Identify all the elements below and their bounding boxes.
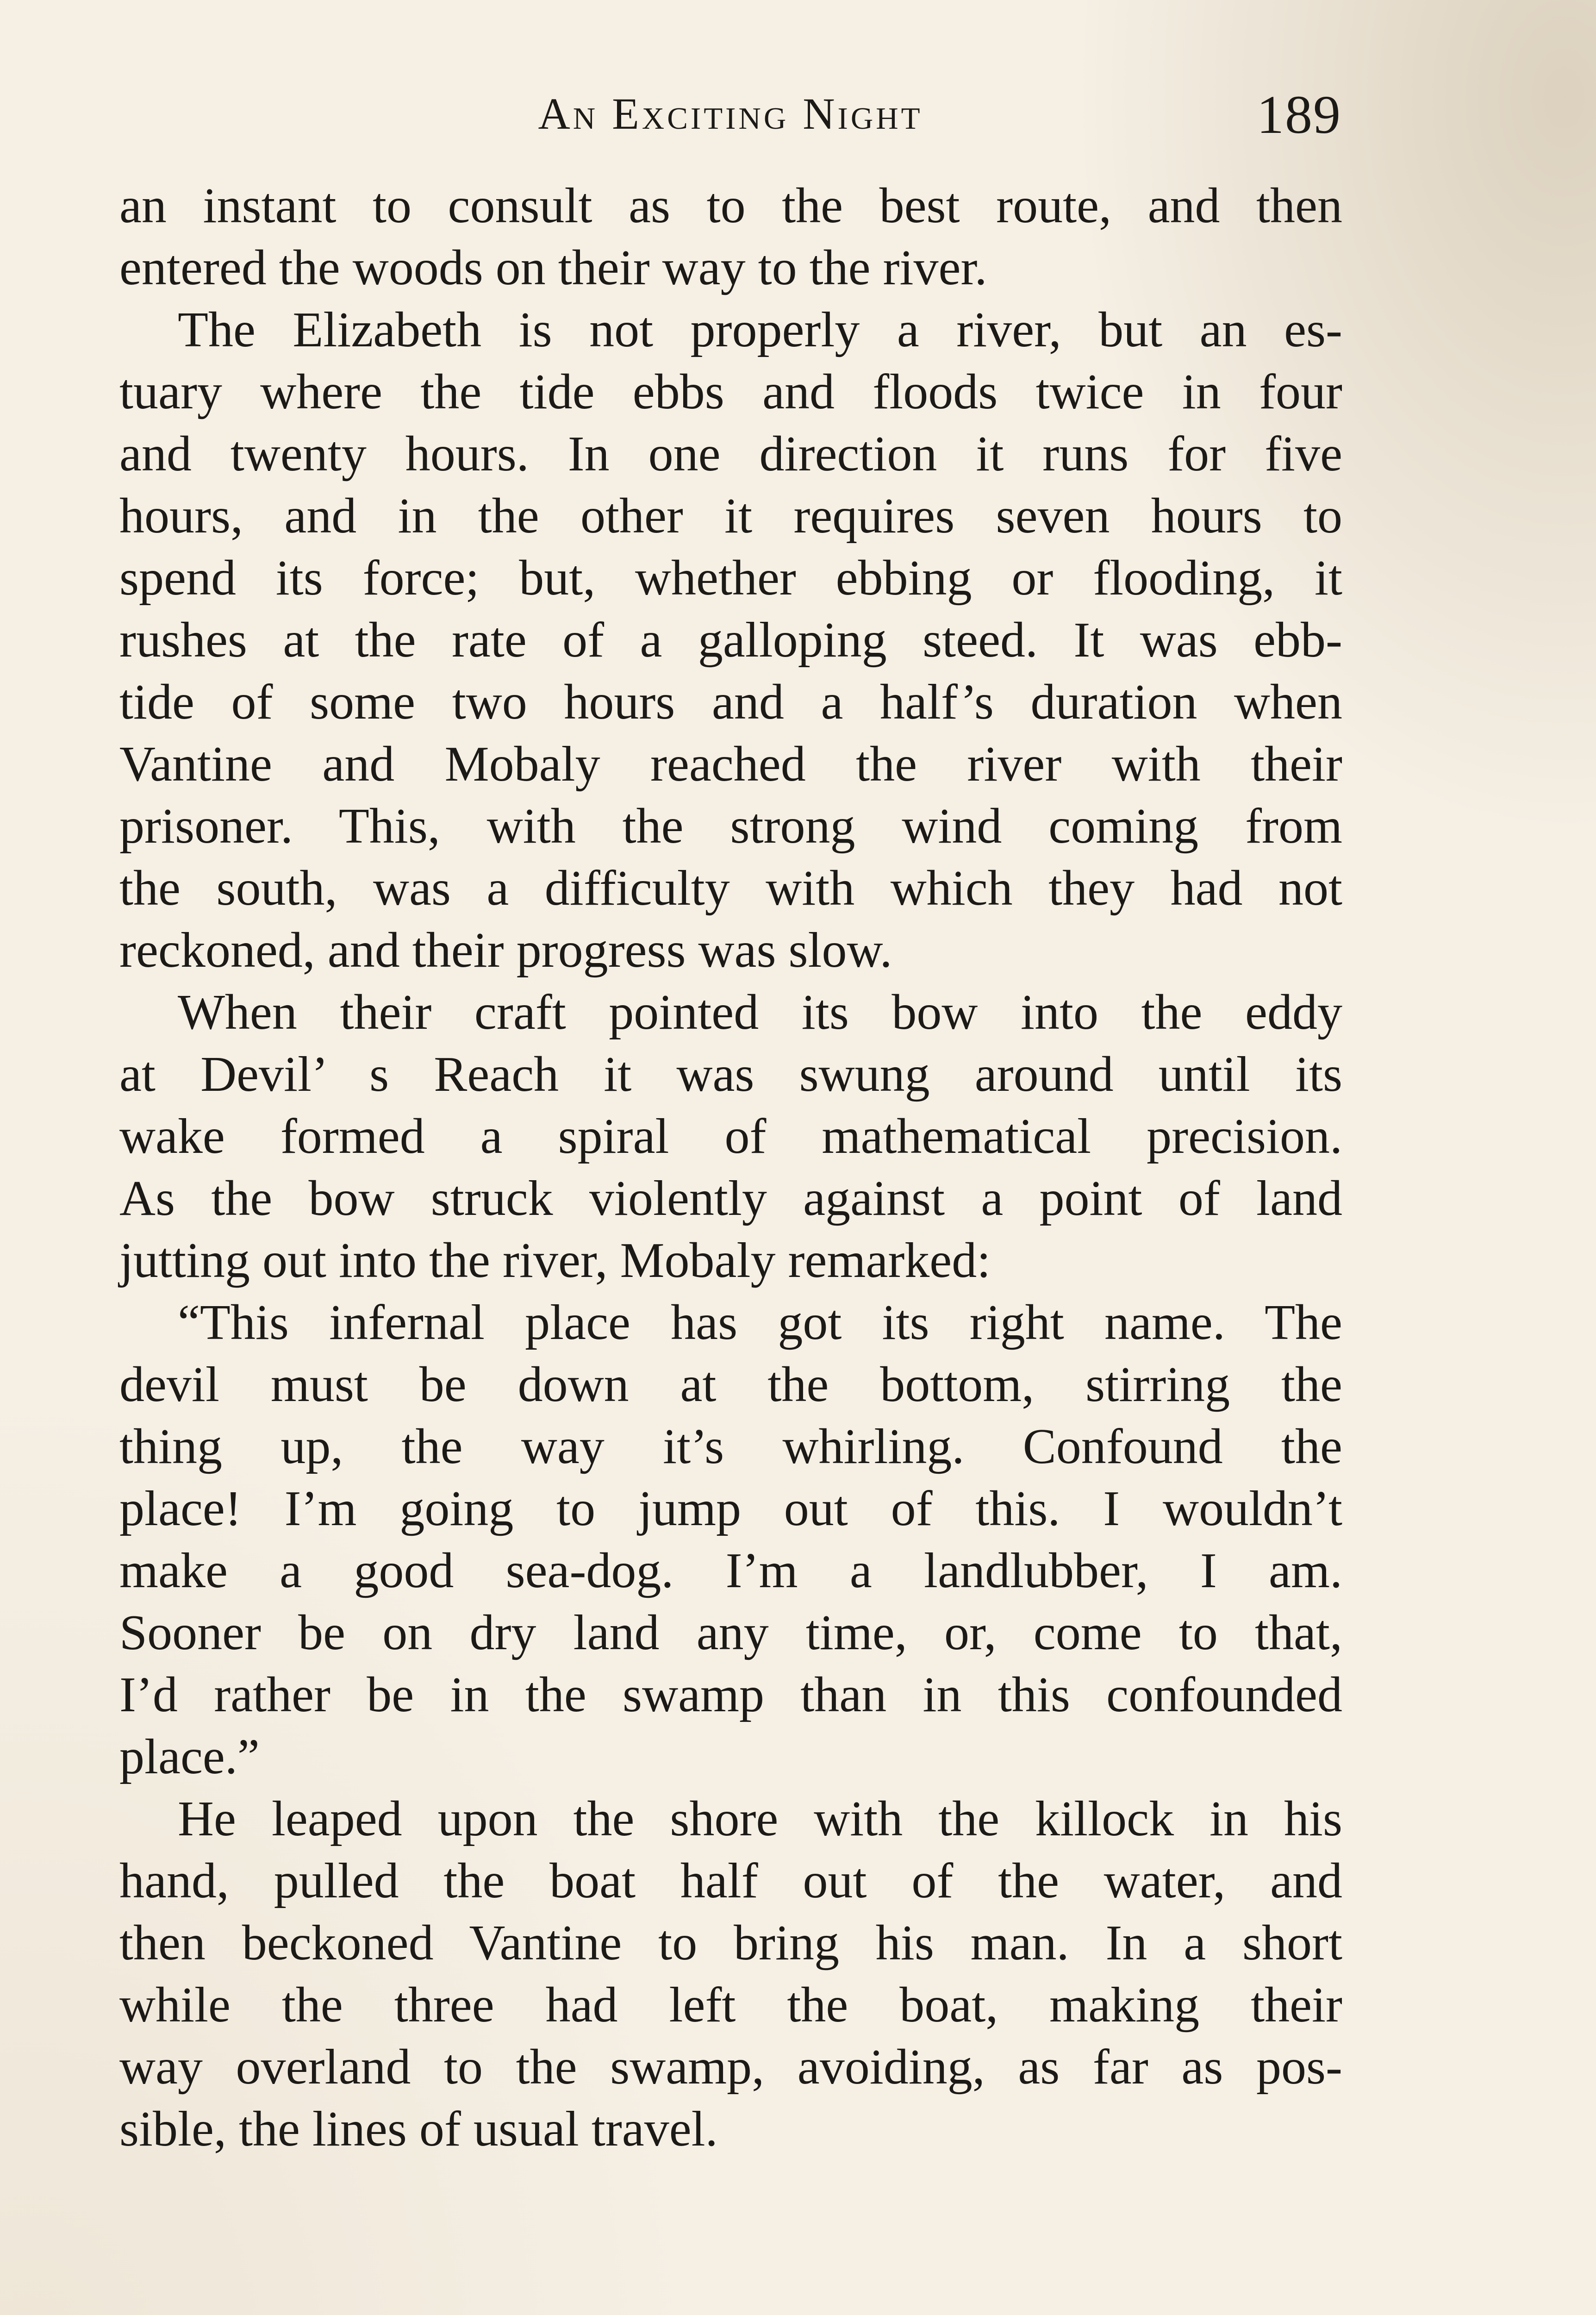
text-line: hand, pulled the boat half out of the water, and xyxy=(119,1853,1342,1908)
text-line: then beckoned Vantine to bring his man. In a short xyxy=(119,1915,1342,1971)
text-line: tuary where the tide ebbs and floods twice in four xyxy=(119,364,1342,419)
text-line: place.” xyxy=(119,1729,260,1784)
text-line: thing up, the way it’s whirling. Confound the xyxy=(119,1419,1342,1474)
text-line: sible, the lines of usual travel. xyxy=(119,2102,718,2157)
text-line: at Devil’ s Reach it was swung around until its xyxy=(119,1047,1342,1102)
text-line: “This infernal place has got its right name. The xyxy=(178,1295,1342,1350)
text-line: wake formed a spiral of mathematical precision. xyxy=(119,1109,1342,1164)
paragraph xyxy=(119,982,1342,1292)
text-line: Sooner be on dry land any time, or, come to that, xyxy=(119,1605,1342,1660)
paragraph xyxy=(119,1788,1342,2160)
paragraph xyxy=(119,299,1342,982)
running-title: An Exciting Night xyxy=(538,89,923,138)
page-number: 189 xyxy=(1257,84,1341,145)
text-line: devil must be down at the bottom, stirring the xyxy=(119,1357,1342,1412)
text-line: an instant to consult as to the best route, and then xyxy=(119,178,1342,233)
text-line: hours, and in the other it requires seven hours to xyxy=(119,488,1342,544)
text-line: way overland to the swamp, avoiding, as far as pos- xyxy=(119,2040,1342,2095)
paragraph xyxy=(119,175,1342,299)
text-line: reckoned, and their progress was slow. xyxy=(119,923,892,978)
running-header xyxy=(119,83,1341,148)
text-line: The Elizabeth is not properly a river, but an es- xyxy=(178,302,1342,357)
text-line: As the bow struck violently against a point of land xyxy=(119,1171,1342,1226)
text-line: Vantine and Mobaly reached the river with their xyxy=(119,737,1342,792)
text-line: and twenty hours. In one direction it runs for five xyxy=(119,426,1342,482)
text-line: make a good sea-dog. I’m a landlubber, I am. xyxy=(119,1543,1342,1598)
text-line: the south, was a difficulty with which they had not xyxy=(119,861,1342,916)
text-line: I’d rather be in the swamp than in this confounded xyxy=(119,1667,1342,1722)
text-line: spend its force; but, whether ebbing or flooding, it xyxy=(119,551,1342,606)
text-line: rushes at the rate of a galloping steed. It was ebb- xyxy=(119,613,1342,668)
body-text xyxy=(119,175,1342,2160)
text-line: When their craft pointed its bow into the eddy xyxy=(178,985,1342,1040)
text-line: prisoner. This, with the strong wind coming from xyxy=(119,799,1342,854)
text-line: entered the woods on their way to the river. xyxy=(119,240,987,295)
text-line: while the three had left the boat, making their xyxy=(119,1977,1342,2033)
text-line: place! I’m going to jump out of this. I wouldn’t xyxy=(119,1481,1342,1536)
text-line: jutting out into the river, Mobaly remarked: xyxy=(119,1233,991,1288)
text-line: He leaped upon the shore with the killock in his xyxy=(178,1791,1342,1846)
paragraph xyxy=(119,1292,1342,1788)
text-line: tide of some two hours and a half’s duration when xyxy=(119,675,1342,730)
